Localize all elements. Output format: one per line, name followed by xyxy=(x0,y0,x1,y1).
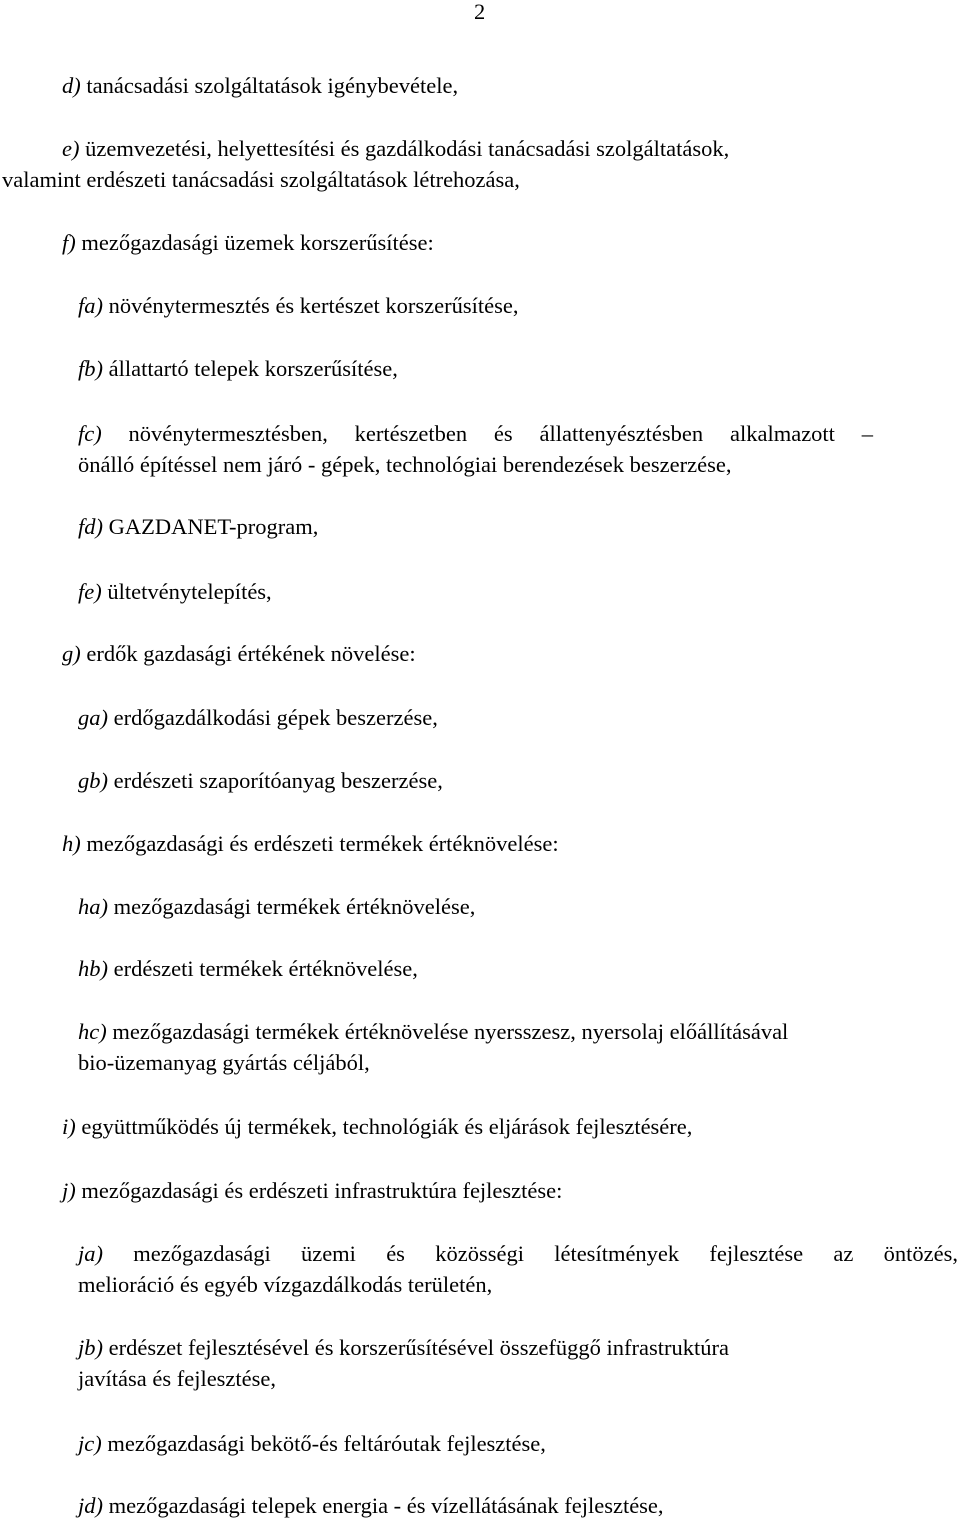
item-text: állattartó telepek korszerűsítése, xyxy=(103,356,398,381)
list-item-j xyxy=(62,1175,562,1206)
item-text: erdők gazdasági értékének növelése: xyxy=(80,641,416,666)
list-item-jc xyxy=(78,1428,546,1459)
item-text: erdészeti termékek értéknövelése, xyxy=(108,956,418,981)
item-text: mezőgazdasági üzemek korszerűsítése: xyxy=(75,230,434,255)
item-text: mezőgazdasági termékek értéknövelése, xyxy=(108,894,476,919)
list-item-fb xyxy=(78,353,398,384)
list-item-fc xyxy=(78,418,873,480)
item-marker: hc) xyxy=(78,1019,107,1044)
item-text: GAZDANET-program, xyxy=(103,514,319,539)
item-text: erdészet fejlesztésével és korszerűsítésével összefüggő infrastruktúra xyxy=(103,1335,729,1360)
item-continuation: javítása és fejlesztése, xyxy=(78,1366,277,1391)
item-marker: hb) xyxy=(78,956,108,981)
item-text: ültetvénytelepítés, xyxy=(101,579,272,604)
list-item-f xyxy=(62,227,434,258)
item-marker: ha) xyxy=(78,894,108,919)
item-text: tanácsadási szolgáltatások igénybevétele, xyxy=(80,73,459,98)
list-item-hb xyxy=(78,953,418,984)
item-text: mezőgazdasági üzemi és közösségi létesítmények fejlesztése az öntözés, xyxy=(103,1241,958,1266)
list-item-jd xyxy=(78,1490,664,1521)
item-continuation: önálló építéssel nem járó - gépek, technológiai berendezések beszerzése, xyxy=(78,452,732,477)
item-marker: fc) xyxy=(78,421,102,446)
item-text: erdészeti szaporítóanyag beszerzése, xyxy=(108,768,443,793)
item-marker: fa) xyxy=(78,293,103,318)
item-marker: h) xyxy=(62,831,81,856)
item-marker: i) xyxy=(62,1114,76,1139)
item-text: erdőgazdálkodási gépek beszerzése, xyxy=(108,705,438,730)
list-item-ga xyxy=(78,702,438,733)
list-item-gb xyxy=(78,765,443,796)
list-item-g xyxy=(62,638,416,669)
item-continuation: valamint erdészeti tanácsadási szolgáltatások létrehozása, xyxy=(2,167,520,192)
item-marker: fb) xyxy=(78,356,103,381)
list-item-e xyxy=(2,133,872,195)
list-item-ja xyxy=(78,1238,958,1300)
item-text: növénytermesztésben, kertészetben és állattenyésztésben alkalmazott – xyxy=(101,421,873,446)
item-text: mezőgazdasági termékek értéknövelése nyersszesz, nyersolaj előállításával xyxy=(106,1019,789,1044)
item-marker: fe) xyxy=(78,579,102,604)
item-marker: j) xyxy=(62,1178,76,1203)
item-text: mezőgazdasági és erdészeti infrastruktúra fejlesztése: xyxy=(75,1178,563,1203)
item-text: mezőgazdasági bekötő-és feltáróutak fejlesztése, xyxy=(101,1431,546,1456)
item-marker: g) xyxy=(62,641,81,666)
item-text: növénytermesztés és kertészet korszerűsítése, xyxy=(103,293,519,318)
list-item-hc xyxy=(78,1016,788,1078)
item-continuation: bio-üzemanyag gyártás céljából, xyxy=(78,1050,370,1075)
list-item-d xyxy=(62,70,458,101)
item-marker: jb) xyxy=(78,1335,103,1360)
list-item-jb xyxy=(78,1332,729,1394)
list-item-fe xyxy=(78,576,272,607)
page-number: 2 xyxy=(474,0,486,24)
item-marker: f) xyxy=(62,230,76,255)
item-marker: fd) xyxy=(78,514,103,539)
item-text: mezőgazdasági telepek energia - és vízellátásának fejlesztése, xyxy=(103,1493,664,1518)
list-item-h xyxy=(62,828,559,859)
list-item-fa xyxy=(78,290,518,321)
item-text: együttműködés új termékek, technológiák és eljárások fejlesztésére, xyxy=(75,1114,693,1139)
item-text: üzemvezetési, helyettesítési és gazdálkodási tanácsadási szolgáltatások, xyxy=(79,136,730,161)
list-item-i xyxy=(62,1111,692,1142)
item-marker: ga) xyxy=(78,705,108,730)
item-marker: e) xyxy=(62,136,80,161)
item-marker: jc) xyxy=(78,1431,102,1456)
list-item-fd xyxy=(78,511,318,542)
item-marker: ja) xyxy=(78,1241,103,1266)
item-continuation: melioráció és egyéb vízgazdálkodás területén, xyxy=(78,1272,493,1297)
list-item-ha xyxy=(78,891,475,922)
item-marker: jd) xyxy=(78,1493,103,1518)
item-marker: d) xyxy=(62,73,81,98)
item-marker: gb) xyxy=(78,768,108,793)
item-text: mezőgazdasági és erdészeti termékek értéknövelése: xyxy=(80,831,559,856)
